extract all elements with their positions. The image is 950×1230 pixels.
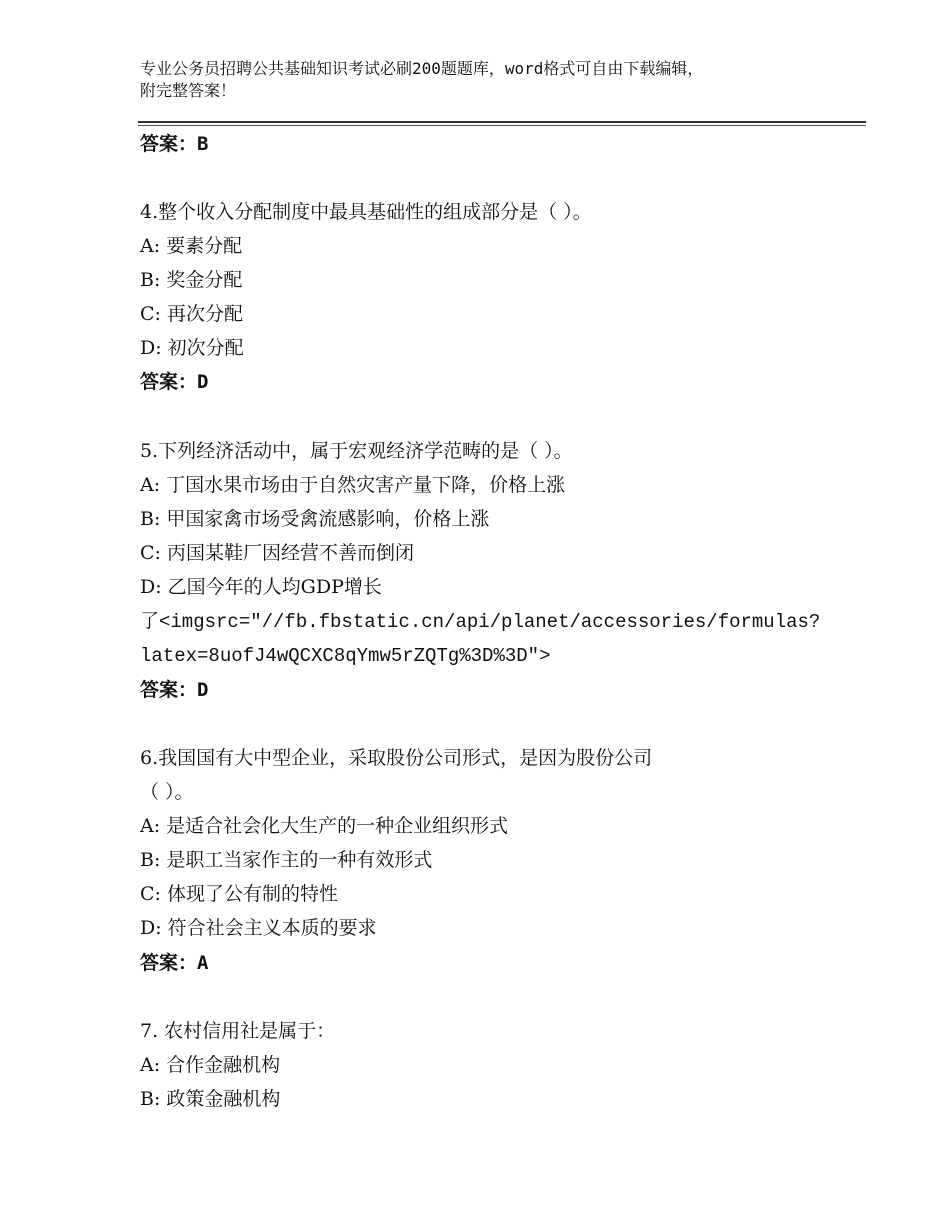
answer-q6: 答案：A: [140, 952, 209, 974]
question-5-broken-image-line-1: 了<imgsrc="//fb.fbstatic.cn/api/planet/accessories/formulas?: [140, 611, 821, 633]
question-7-stem: 7. 农村信用社是属于：: [140, 1020, 336, 1042]
question-5-stem: 5.下列经济活动中，属于宏观经济学范畴的是（ ）。: [140, 440, 573, 462]
question-7-option-b: B: 政策金融机构: [140, 1088, 281, 1110]
header-line-2: 附完整答案！: [140, 81, 237, 100]
question-4-stem: 4.整个收入分配制度中最具基础性的组成部分是（ ）。: [140, 201, 592, 223]
answer-q3: 答案：B: [140, 133, 209, 155]
answer-q4: 答案：D: [140, 371, 209, 393]
answer-q5: 答案：D: [140, 679, 209, 701]
question-5-option-a: A: 丁国水果市场由于自然灾害产量下降，价格上涨: [140, 474, 566, 496]
question-6-option-c: C: 体现了公有制的特性: [140, 883, 338, 905]
question-6-option-b: B: 是职工当家作主的一种有效形式: [140, 849, 433, 871]
header-divider-thick: [138, 121, 866, 123]
question-5-option-d: D: 乙国今年的人均GDP增长: [140, 576, 382, 598]
question-4-option-a: A: 要素分配: [140, 235, 243, 257]
question-4-option-d: D: 初次分配: [140, 337, 244, 359]
question-6-option-d: D: 符合社会主义本质的要求: [140, 917, 377, 939]
header-divider-thin: [138, 125, 866, 126]
header-line-1: 专业公务员招聘公共基础知识考试必刷200题题库，word格式可自由下载编辑，: [140, 59, 704, 78]
question-5-option-c: C: 丙国某鞋厂因经营不善而倒闭: [140, 542, 414, 564]
question-6-stem-line-2: （ ）。: [140, 781, 194, 803]
question-7-option-a: A: 合作金融机构: [140, 1054, 281, 1076]
document-header: [140, 58, 840, 102]
question-4-option-c: C: 再次分配: [140, 303, 243, 325]
question-5-broken-image-line-2: latex=8uofJ4wQCXC8qYmw5rZQTg%3D%3D">: [140, 645, 551, 667]
question-5-option-b: B: 甲国家禽市场受禽流感影响，价格上涨: [140, 508, 490, 530]
question-6-option-a: A: 是适合社会化大生产的一种企业组织形式: [140, 815, 509, 837]
question-4-option-b: B: 奖金分配: [140, 269, 243, 291]
question-6-stem-line-1: 6.我国国有大中型企业，采取股份公司形式，是因为股份公司: [140, 747, 653, 769]
